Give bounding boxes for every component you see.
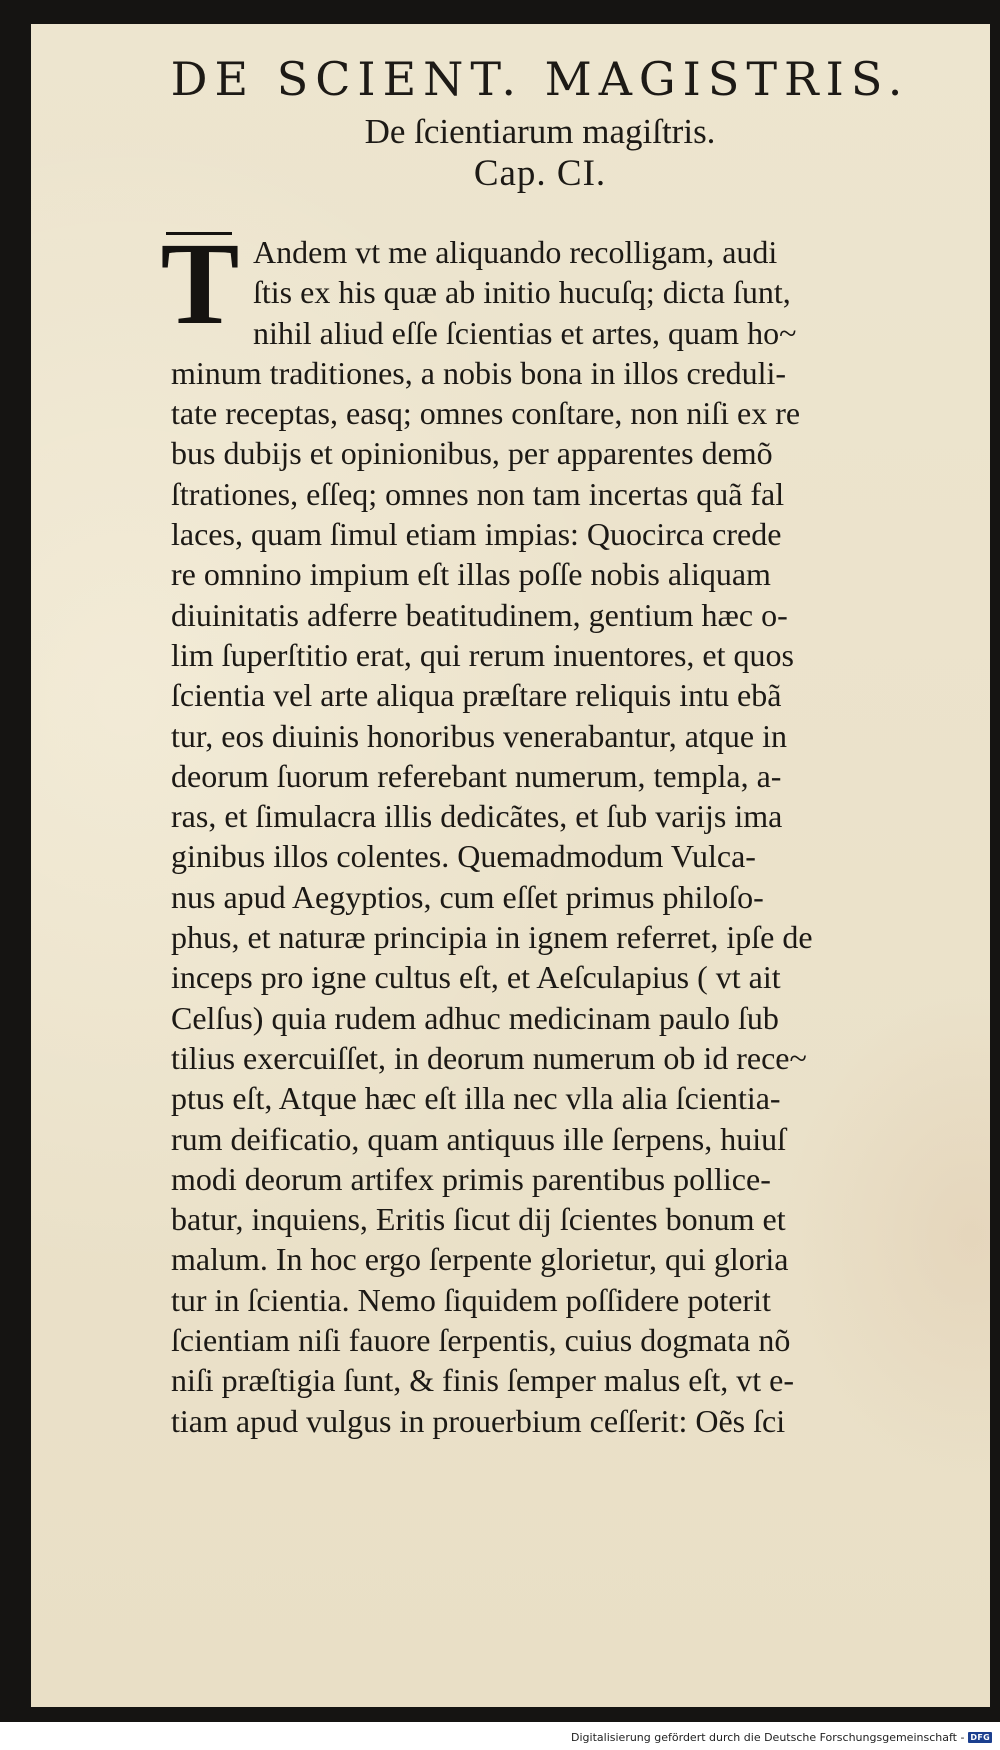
credit-text: Digitalisierung gefördert durch die Deutsche Forschungsgemeinschaft - — [571, 1731, 965, 1744]
text-line: niſi præſtigia ſunt, & finis ſemper malus eſt, vt e- — [171, 1362, 795, 1399]
text-line: ſcientia vel arte aliqua præſtare reliquis intu ebã — [171, 677, 782, 714]
text-line: phus, et naturæ principia in ignem referret, ipſe de — [171, 919, 813, 956]
text-line: ſcientiam niſi fauore ſerpentis, cuius dogmata nõ — [171, 1322, 791, 1359]
text-line: nihil aliud eſſe ſcientias et artes, quam ho~ — [253, 314, 797, 351]
chapter-title: De ſcientiarum magiſtris. — [364, 112, 716, 151]
body-text — [171, 232, 941, 1441]
text-line: bus dubijs et opinionibus, per apparentes demõ — [171, 435, 773, 472]
text-line: ras, et ſimulacra illis dedicãtes, et ſub varijs ima — [171, 798, 783, 835]
text-line: modi deorum artifex primis parentibus pollice- — [171, 1160, 771, 1197]
running-head: DE SCIENT. MAGISTRIS. — [170, 52, 910, 106]
text-line: ſtis ex his quæ ab initio hucuſq; dicta ſunt, — [253, 274, 791, 311]
text-line: laces, quam ſimul etiam impias: Quocirca crede — [171, 516, 782, 553]
text-line: rum deificatio, quam antiquus ille ſerpens, huiuſ — [171, 1120, 786, 1157]
text-line: malum. In hoc ergo ſerpente glorietur, qui gloria — [171, 1241, 789, 1278]
text-line: Celſus) quia rudem adhuc medicinam paulo ſub — [171, 999, 779, 1036]
text-line: diuinitatis adferre beatitudinem, gentium hæc o- — [171, 596, 788, 633]
text-line: ginibus illos colentes. Quemadmodum Vulca- — [171, 838, 756, 875]
decorated-initial: T — [160, 218, 240, 349]
text-line: re omnino impium eſt illas poſſe nobis aliquam — [171, 556, 771, 593]
text-line: deorum ſuorum referebant numerum, templa, a- — [171, 757, 782, 794]
text-line: tate receptas, easq; omnes conſtare, non niſi ex re — [171, 395, 801, 432]
text-line: tiam apud vulgus in prouerbium ceſſerit: Oẽs ſci — [171, 1402, 786, 1439]
digitization-credit — [571, 1731, 992, 1744]
text-line: tur, eos diuinis honoribus venerabantur, atque in — [171, 717, 787, 754]
chapter-number: Cap. CI. — [473, 153, 607, 194]
text-line: batur, inquiens, Eritis ſicut dij ſcientes bonum et — [171, 1201, 786, 1238]
text-line: ptus eſt, Atque hæc eſt illa nec vlla alia ſcientia- — [171, 1080, 781, 1117]
text-line: lim ſuperſtitio erat, qui rerum inuentores, et quos — [171, 636, 794, 673]
dfg-logo-icon: DFG — [970, 1733, 990, 1742]
text-line: ſtrationes, eſſeq; omnes non tam incertas quã fal — [171, 475, 785, 512]
text-line: minum traditiones, a nobis bona in illos creduli- — [171, 354, 787, 391]
text-line: tur in ſcientia. Nemo ſiquidem poſſidere poterit — [171, 1281, 771, 1318]
text-line: inceps pro igne cultus eſt, et Aeſculapius ( vt ait — [171, 959, 781, 996]
text-line: tilius exercuiſſet, in deorum numerum ob id rece~ — [171, 1039, 807, 1076]
text-line: Andem vt me aliquando recolligam, audi — [253, 234, 778, 270]
text-line: nus apud Aegyptios, cum eſſet primus philoſo- — [171, 878, 764, 915]
